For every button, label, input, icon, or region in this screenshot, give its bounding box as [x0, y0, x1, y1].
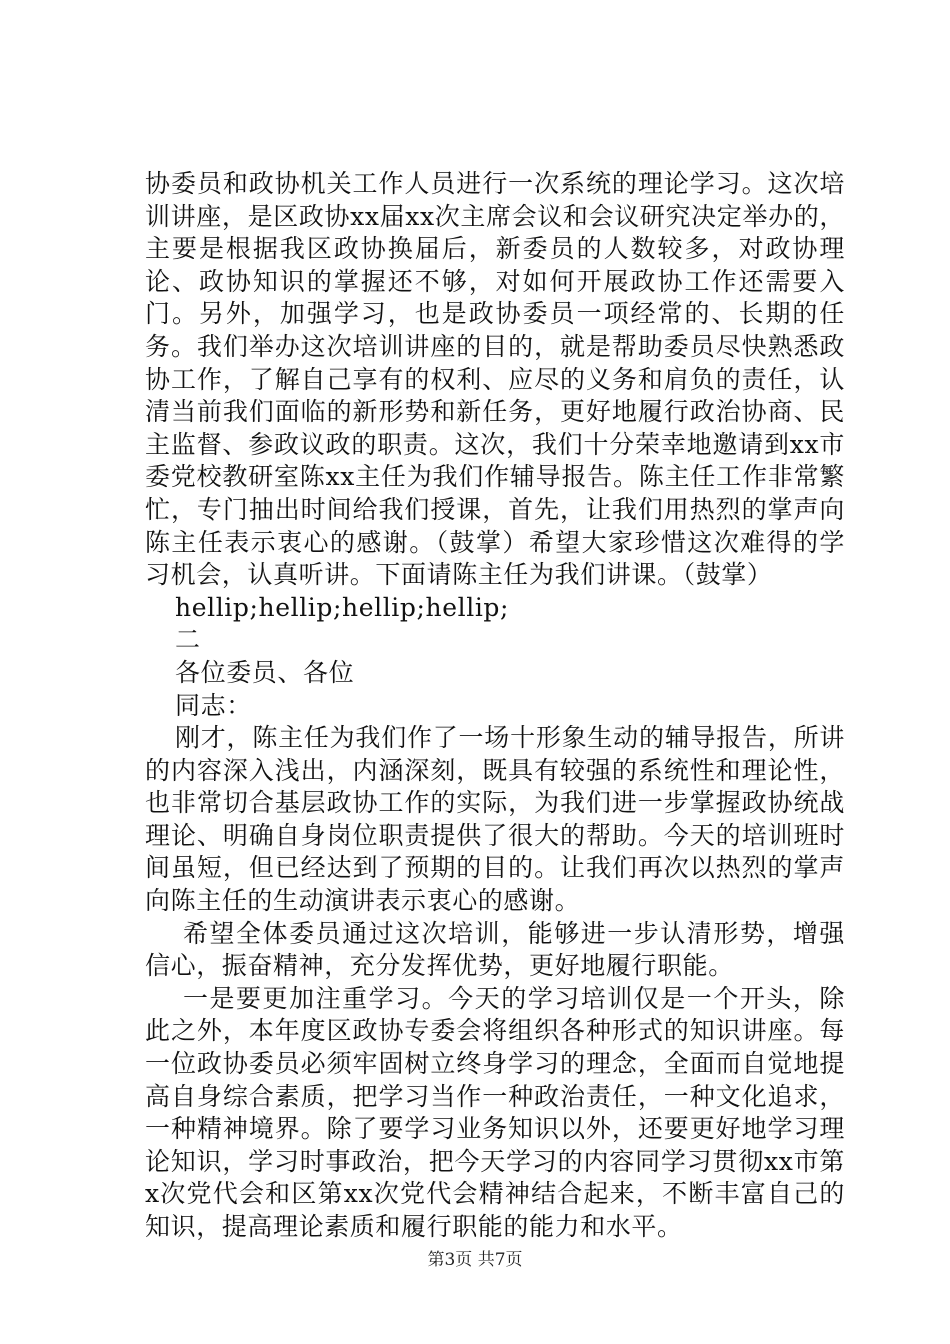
salutation-line-1: 各位委员、各位: [175, 657, 355, 687]
paragraph-speech-thanks: 刚才，陈主任为我们作了一场十形象生动的辅导报告，所讲的内容深入浅出，内涵深刻，既具有较强的系统性和理论性，也非常切合基层政协工作的实际，为我们进一步掌握政协统战理论、明确自身岗位职责提供了很大的帮助。今天的培训班时间虽短，但已经达到了预期的目的。让我们再次以热烈的掌声向陈主任的生动演讲表示衷心的感谢。: [145, 723, 845, 916]
paragraph-point-one: 一是要更加注重学习。今天的学习培训仅是一个开头，除此之外，本年度区政协专委会将组织各种形式的知识讲座。每一位政协委员必须牢固树立终身学习的理念，全面而自觉地提高自身综合素质，把学习当作一种政治责任，一种文化追求，一种精神境界。除了要学习业务知识以外，还要更好地学习理论知识，学习时事政治，把今天学习的内容同学习贯彻xx市第x次党代会和区第xx次党代会精神结合起来，不断丰富自己的知识，提高理论素质和履行职能的能力和水平。: [145, 983, 845, 1241]
page-footer: [0, 1245, 950, 1270]
salutation-line-2: 同志：: [175, 690, 252, 720]
page-number-label: 第3页 共7页: [427, 1250, 523, 1270]
paragraph-hope: 希望全体委员通过这次培训，能够进一步认清形势，增强信心，振奋精神，充分发挥优势，更好地履行职能。: [145, 918, 845, 981]
section-number: 二: [175, 625, 201, 655]
paragraph-ellipsis: hellip;hellip;hellip;hellip;: [175, 592, 510, 622]
paragraph-opening: 协委员和政协机关工作人员进行一次系统的理论学习。这次培训讲座，是区政协xx届xx次主席会议和会议研究决定举办的，主要是根据我区政协换届后，新委员的人数较多，对政协理论、政协知识的掌握还不够，对如何开展政协工作还需要入门。另外，加强学习，也是政协委员一项经常的、长期的任务。我们举办这次培训讲座的目的，就是帮助委员尽快熟悉政协工作，了解自己享有的权利、应尽的义务和肩负的责任，认清当前我们面临的新形势和新任务，更好地履行政治协商、民主监督、参政议政的职责。这次，我们十分荣幸地邀请到xx市委党校教研室陈xx主任为我们作辅导报告。陈主任工作非常繁忙，专门抽出时间给我们授课，首先，让我们用热烈的掌声向陈主任表示衷心的感谢。（鼓掌）希望大家珍惜这次难得的学习机会，认真听讲。下面请陈主任为我们讲课。（鼓掌）: [145, 169, 845, 590]
document-body: [145, 168, 845, 1244]
